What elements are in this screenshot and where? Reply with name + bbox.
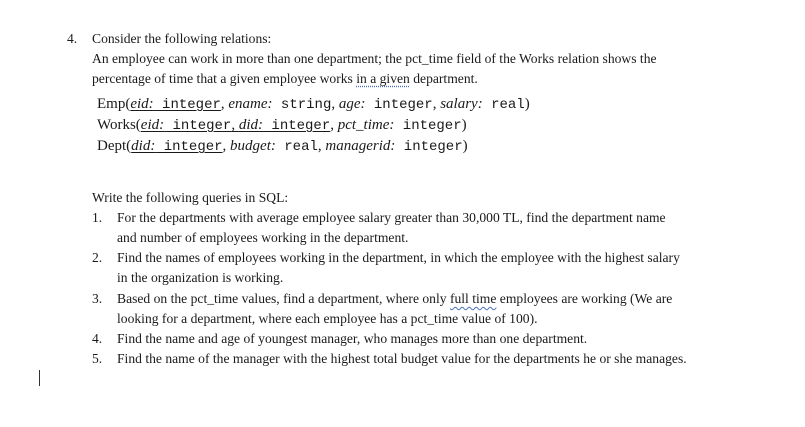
query-3-number: 3. [92, 291, 103, 306]
query-3-line-1 [117, 290, 672, 308]
query-4-number: 4. [92, 331, 103, 346]
type-integer: integer [155, 139, 223, 155]
relation-name: Works( [97, 117, 141, 133]
relation-name: Emp( [97, 96, 131, 112]
attr-age: age: [338, 96, 366, 112]
query-1-line-2: and number of employees working in the department. [117, 230, 409, 245]
query-2-line-2: in the organization is working. [117, 270, 284, 285]
query-3-line1-post: employees are working (We are [496, 291, 673, 306]
question-paragraph-line-1: An employee can work in more than one department; the pct_time field of the Works relation shows the [92, 51, 657, 66]
relation-dept [97, 136, 468, 157]
query-1-line-1: For the departments with average employee salary greater than 30,000 TL, find the department name [117, 210, 666, 225]
para-line2-post: department. [409, 71, 478, 86]
attr-ename: ename: [228, 96, 273, 112]
separator: , [432, 96, 441, 112]
question-intro: Consider the following relations: [92, 31, 272, 46]
query-5-line-1: Find the name of the manager with the highest total budget value for the departments he or she manages. [117, 351, 687, 366]
separator: , [331, 96, 339, 112]
type-integer: integer [394, 118, 462, 134]
para-line2-pre: percentage of time that a given employee works [92, 71, 357, 86]
type-integer: integer [395, 139, 463, 155]
queries-heading: Write the following queries in SQL: [92, 190, 289, 205]
close-paren: ) [524, 96, 530, 112]
query-4-line-1: Find the name and age of youngest manager, who manages more than one department. [117, 331, 588, 346]
query-3-line1-pre: Based on the pct_time values, find a department, where only [117, 291, 450, 306]
relation-emp [97, 94, 530, 115]
attr-salary: salary: [440, 96, 483, 112]
question-paragraph-line-2 [92, 70, 478, 88]
attr-eid: eid: [140, 117, 165, 133]
separator: , [330, 117, 338, 133]
attr-eid: eid: [130, 96, 154, 112]
attr-did: did: [131, 138, 156, 154]
close-paren: ) [461, 117, 467, 133]
attr-managerid: managerid: [325, 138, 396, 154]
type-string: string [272, 97, 332, 113]
type-real: real [482, 97, 525, 113]
query-3-line-2: looking for a department, where each employee has a pct_time value of 100). [117, 311, 538, 326]
type-integer: integer [365, 97, 433, 113]
separator: , [222, 138, 231, 154]
spellcheck-marked-text: in a given [356, 71, 410, 86]
relation-name: Dept( [97, 138, 132, 154]
query-5-number: 5. [92, 351, 103, 366]
relation-works [97, 115, 467, 136]
question-number: 4. [67, 31, 78, 46]
text-cursor[interactable] [39, 370, 40, 386]
query-2-number: 2. [92, 250, 103, 265]
type-integer: integer [263, 118, 331, 134]
query-2-line-1: Find the names of employees working in the department, in which the employee with the highest salary [117, 250, 680, 265]
spellcheck-marked-text: full time [449, 291, 497, 306]
attr-pct-time: pct_time: [337, 117, 395, 133]
type-integer: integer [153, 97, 221, 113]
type-real: real [275, 139, 318, 155]
attr-budget: budget: [230, 138, 276, 154]
attr-did: did: [238, 117, 264, 133]
separator: , [317, 138, 326, 154]
type-integer: integer [164, 118, 232, 134]
query-1-number: 1. [92, 210, 103, 225]
separator: , [220, 96, 229, 112]
close-paren: ) [462, 138, 468, 154]
separator: , [231, 117, 239, 133]
